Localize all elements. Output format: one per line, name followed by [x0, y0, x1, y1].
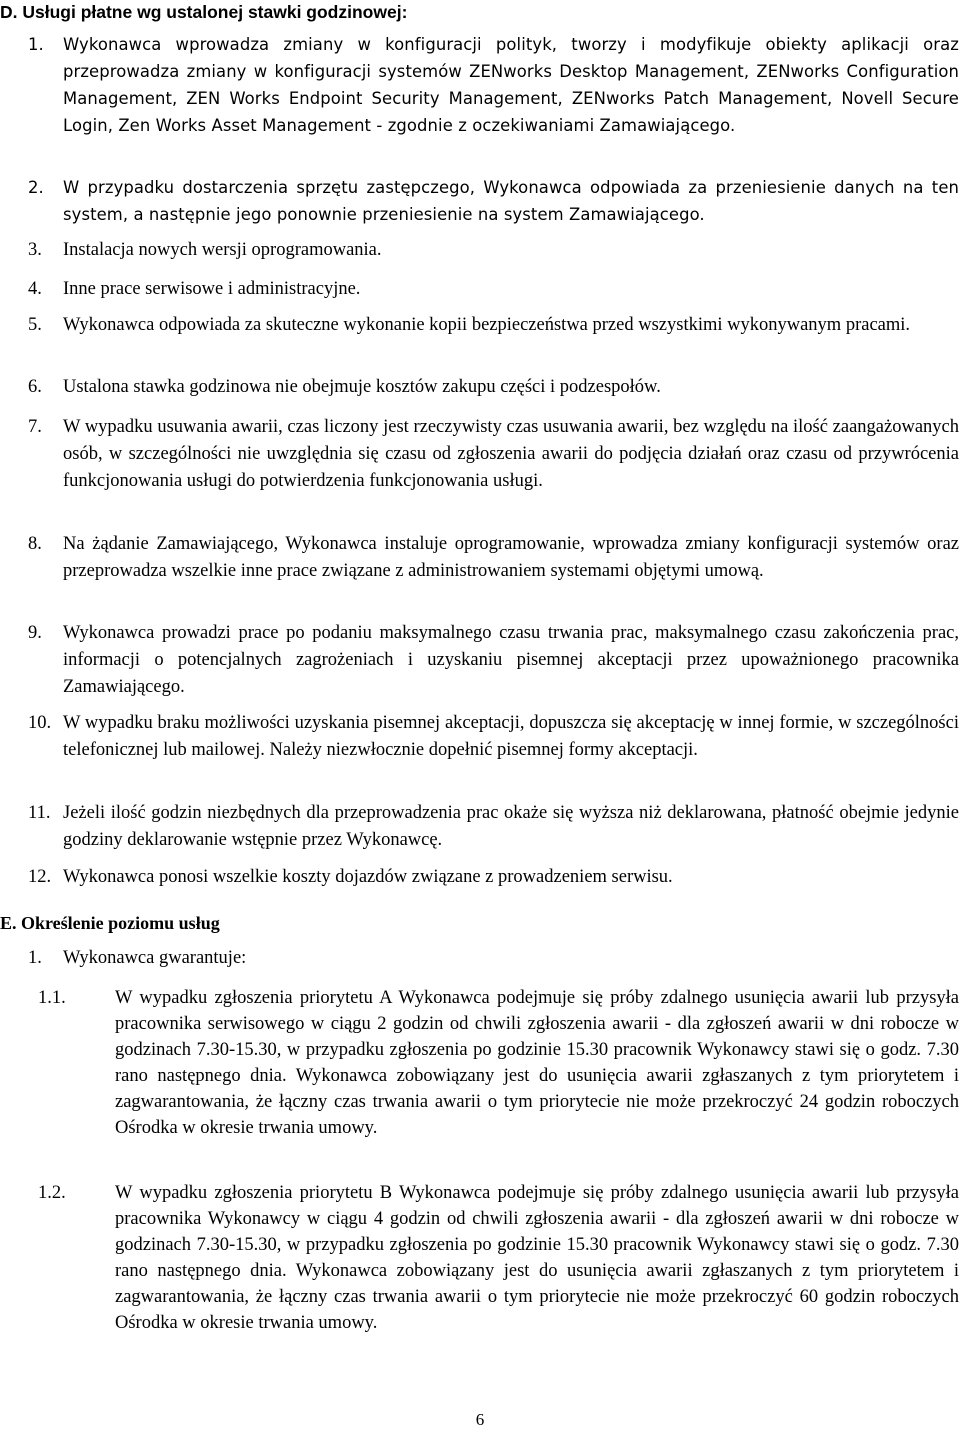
- section-e-subitem-1-2: [38, 1180, 959, 1336]
- item-number: 8.: [28, 534, 42, 554]
- section-d-item-8: [28, 531, 959, 585]
- item-number: 6.: [28, 377, 42, 397]
- subitem-text: W wypadku zgłoszenia priorytetu B Wykonawca podejmuje się próby zdalnego usunięcia awarii lub przysyła pracownika Wykonawcy w ciągu 4 godzin od chwili zgłoszenia awarii - dla zgłoszeń awarii w dni robocze w godzinach 7.30-15.30, w przypadku zgłoszenia po godzinie 15.30 pracownik Wykonawcy stawi się o godz. 7.30 rano następnego dnia. Wykonawca zobowiązany jest do usunięcia awarii zgłaszanych z tym priorytetem i zagwarantowania, że łączny czas trwania awarii o tym priorytecie nie może przekroczyć 60 godzin roboczych Ośrodka w okresie trwania umowy.: [115, 1183, 959, 1333]
- item-text: Wykonawca odpowiada za skuteczne wykonanie kopii bezpieczeństwa przed wszystkimi wykonywanym pracami.: [63, 315, 911, 335]
- item-number: 9.: [28, 623, 42, 643]
- item-text: Wykonawca wprowadza zmiany w konfiguracji polityk, tworzy i modyfikuje obiekty aplikacji oraz przeprowadza zmiany w konfiguracji systemów ZENworks Desktop Management, ZENworks Configuration Management, ZEN Works Endpoint Security Management, ZENworks Patch Management, Novell Secure Login, Zen Works Asset Management - zgodnie z oczekiwaniami Zamawiającego.: [63, 35, 959, 135]
- item-number: 5.: [28, 315, 42, 335]
- item-number: 10.: [28, 713, 52, 733]
- item-number: 3.: [28, 240, 42, 260]
- item-text: Wykonawca prowadzi prace po podaniu maksymalnego czasu trwania prac, maksymalnego czasu zakończenia prac, informacji o potencjalnych zagrożeniach i uzyskaniu pisemnej akceptacji przez upoważnionego pracownika Zamawiającego.: [63, 623, 959, 697]
- item-number: 2.: [28, 178, 44, 197]
- item-number: 1.: [28, 35, 44, 54]
- section-d-item-11: [28, 800, 959, 854]
- section-d-item-2: [28, 174, 959, 228]
- section-d-item-5: [28, 312, 959, 339]
- subitem-number: 1.2.: [38, 1183, 66, 1203]
- section-d-item-12: [28, 864, 959, 891]
- item-text: Ustalona stawka godzinowa nie obejmuje kosztów zakupu części i podzespołów.: [63, 377, 661, 397]
- item-number: 4.: [28, 279, 42, 299]
- item-number: 11.: [28, 803, 51, 823]
- item-number: 7.: [28, 417, 42, 437]
- item-number: 12.: [28, 867, 52, 887]
- section-d-item-7: [28, 414, 959, 495]
- section-e-subitem-1-1: [38, 985, 959, 1141]
- item-text: Instalacja nowych wersji oprogramowania.: [63, 240, 382, 260]
- section-d-item-9: [28, 620, 959, 701]
- section-e-item-1: [28, 945, 959, 972]
- section-d-heading: D. Usługi płatne wg ustalonej stawki godzinowej:: [0, 2, 408, 22]
- item-text: Na żądanie Zamawiającego, Wykonawca instaluje oprogramowanie, wprowadza zmiany konfiguracji systemów oraz przeprowadza wszelkie inne prace związane z administrowaniem systemami objętymi umową.: [63, 534, 959, 581]
- section-d-item-1: [28, 31, 959, 139]
- item-number: 1.: [28, 948, 42, 968]
- item-text: Wykonawca ponosi wszelkie koszty dojazdów związane z prowadzeniem serwisu.: [63, 867, 673, 887]
- section-d-item-4: [28, 276, 959, 303]
- item-text: W wypadku braku możliwości uzyskania pisemnej akceptacji, dopuszcza się akceptację w innej formie, w szczególności telefonicznej lub mailowej. Należy niezwłocznie dopełnić pisemnej formy akceptacji.: [63, 713, 959, 760]
- section-d-item-10: [28, 710, 959, 764]
- section-d-item-3: [28, 237, 959, 264]
- section-e-heading: E. Określenie poziomu usług: [0, 913, 220, 933]
- subitem-text: W wypadku zgłoszenia priorytetu A Wykonawca podejmuje się próby zdalnego usunięcia awarii lub przysyła pracownika serwisowego w ciągu 2 godzin od chwili zgłoszenia awarii - dla zgłoszeń awarii w dni robocze w godzinach 7.30-15.30, w przypadku zgłoszenia po godzinie 15.30 pracownik Wykonawcy stawi się o godz. 7.30 rano następnego dnia. Wykonawca zobowiązany jest do usunięcia awarii zgłaszanych z tym priorytetem i zagwarantowania, że łączny czas trwania awarii o tym priorytecie nie może przekroczyć 24 godzin roboczych Ośrodka w okresie trwania umowy.: [115, 988, 959, 1138]
- subitem-number: 1.1.: [38, 988, 66, 1008]
- item-text: Inne prace serwisowe i administracyjne.: [63, 279, 361, 299]
- item-text: W przypadku dostarczenia sprzętu zastępczego, Wykonawca odpowiada za przeniesienie danych na ten system, a następnie jego ponownie przeniesienie na system Zamawiającego.: [63, 178, 959, 224]
- section-d-item-6: [28, 374, 959, 401]
- item-text: W wypadku usuwania awarii, czas liczony jest rzeczywisty czas usuwania awarii, bez względu na ilość zaangażowanych osób, w szczególności nie uwzględnia się czasu od zgłoszenia awarii do podjęcia działań oraz czasu od przywrócenia funkcjonowania usługi do potwierdzenia funkcjonowania usługi.: [63, 417, 959, 491]
- page-number: 6: [475, 1410, 485, 1429]
- item-text: Jeżeli ilość godzin niezbędnych dla przeprowadzenia prac okaże się wyższa niż deklarowana, płatność obejmie jedynie godziny deklarowanie wstępnie przez Wykonawcę.: [63, 803, 959, 850]
- item-text: Wykonawca gwarantuje:: [63, 948, 247, 968]
